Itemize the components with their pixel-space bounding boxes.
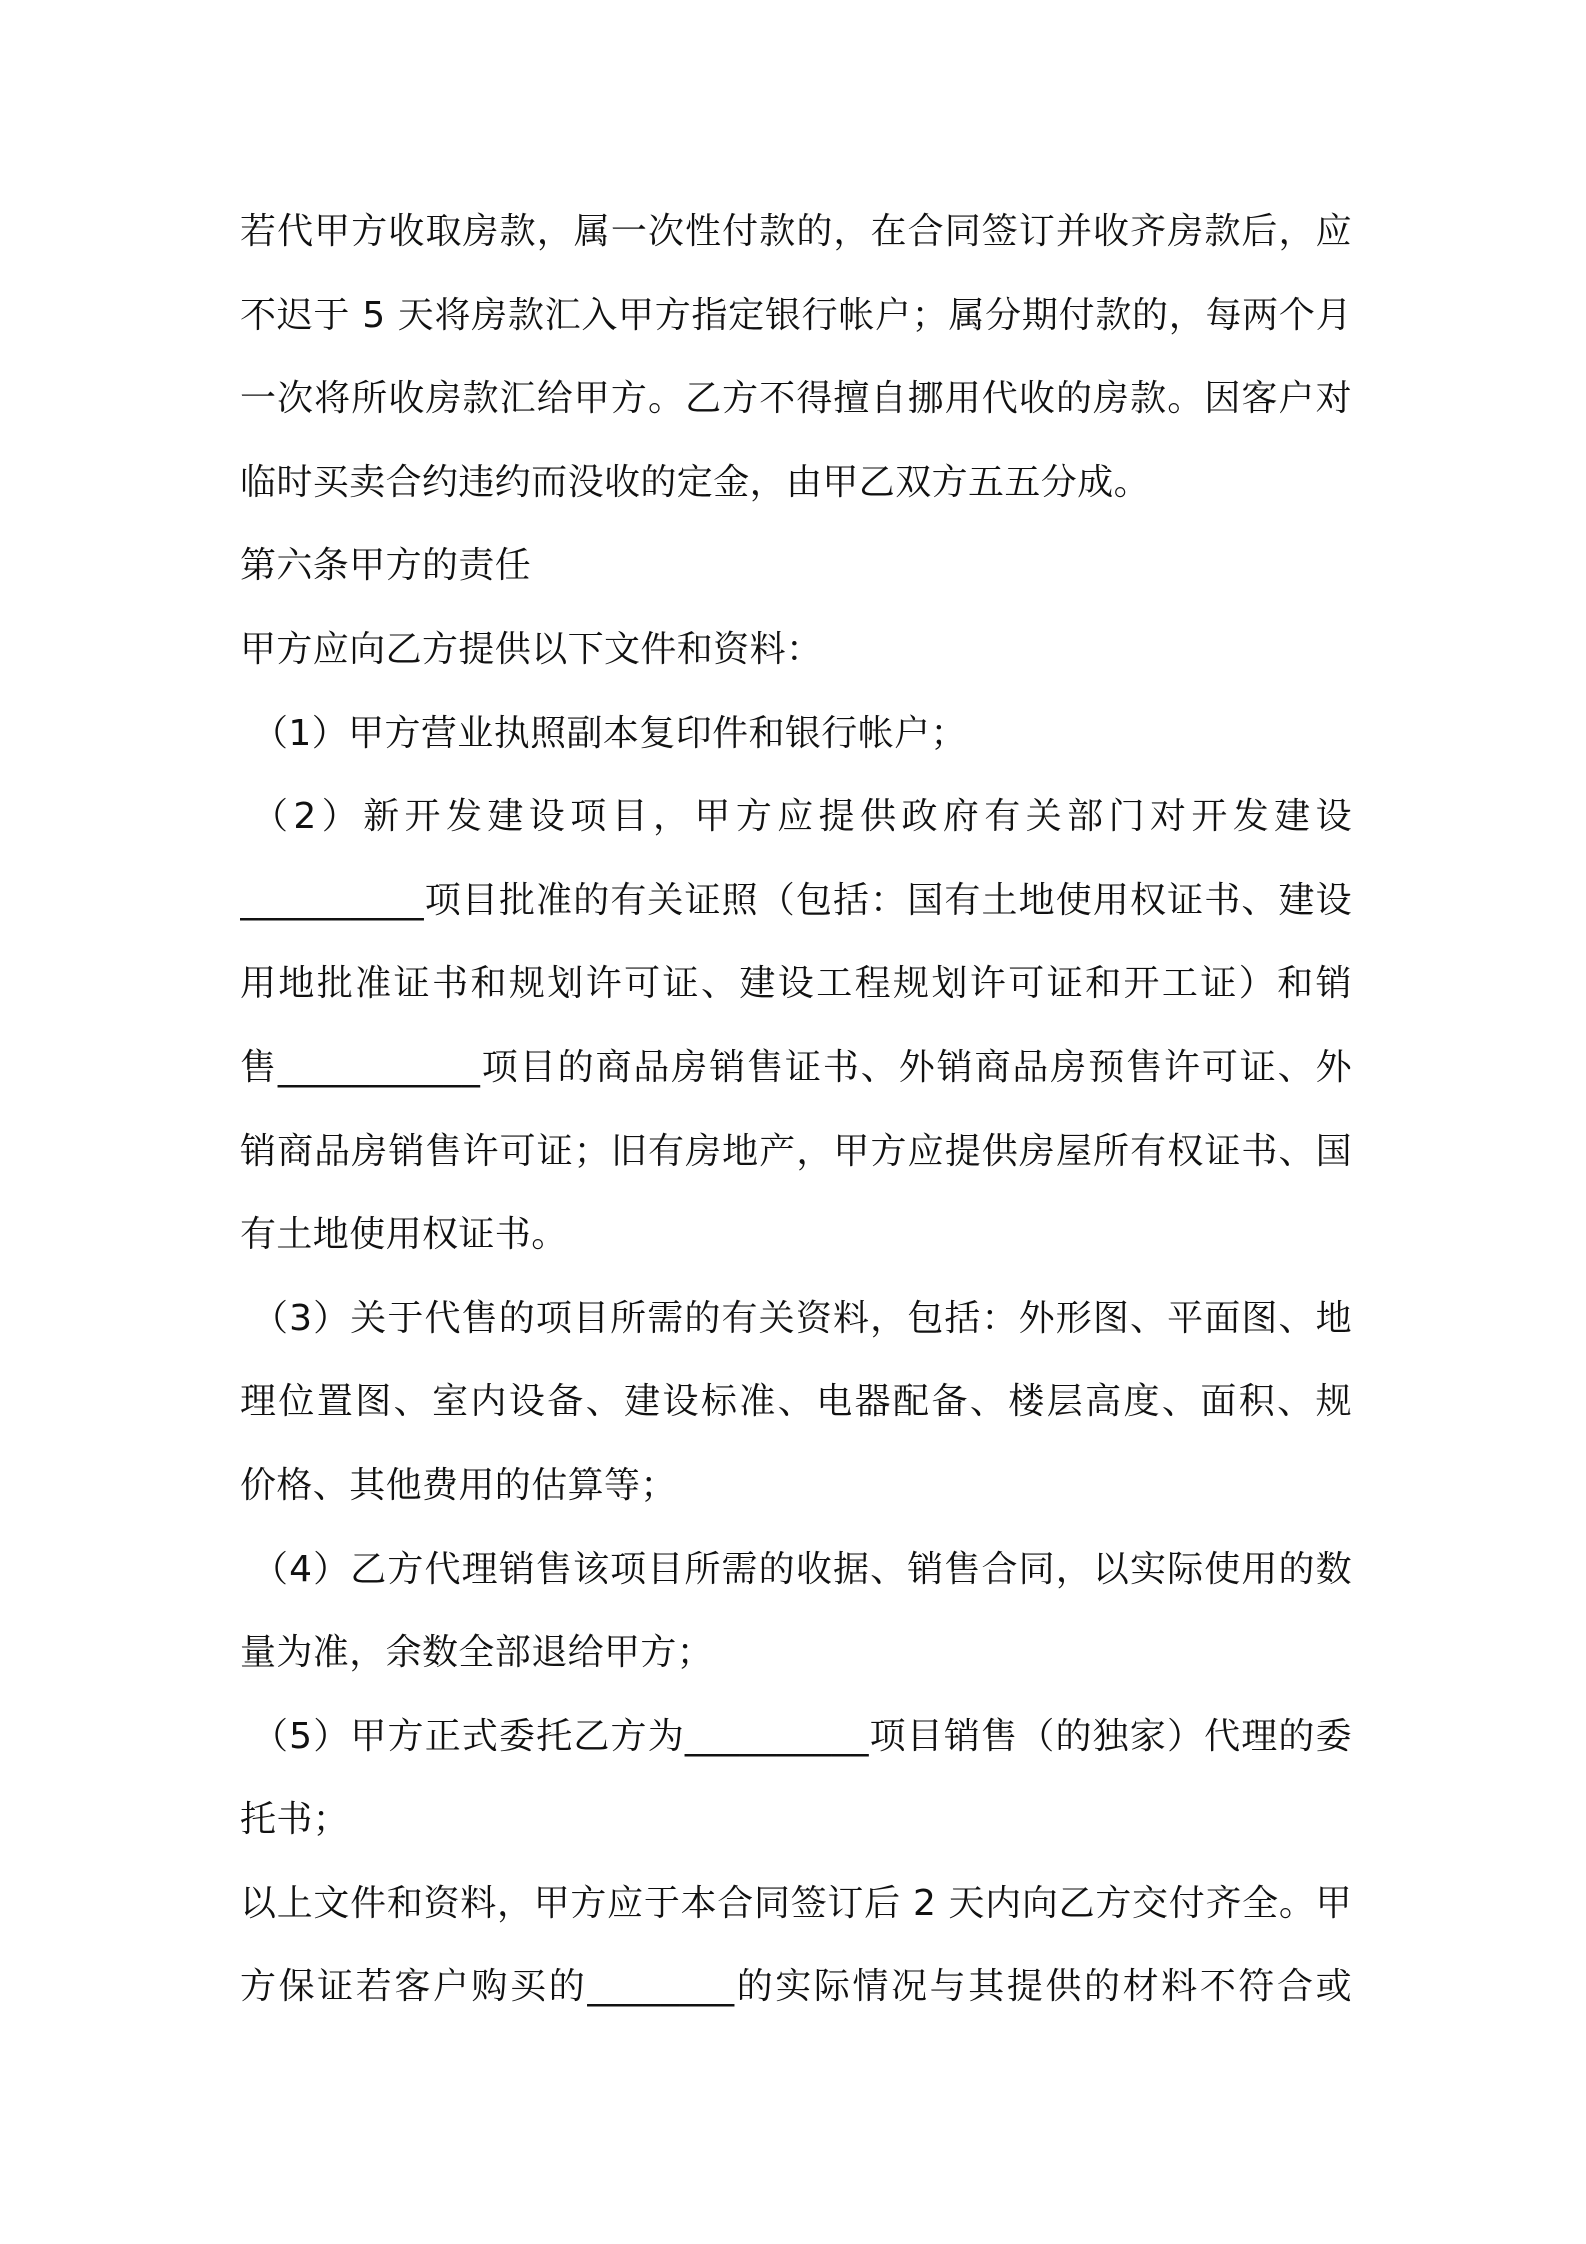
text-line: 临时买卖合约违约而没收的定金，由甲乙双方五五分成。 [240, 461, 1151, 503]
text-line: 销商品房销售许可证；旧有房地产，甲方应提供房屋所有权证书、国 [240, 1130, 1352, 1172]
text-line: 用地批准证书和规划许可证、建设工程规划许可证和开工证）和销 [240, 963, 1352, 1005]
list-item: （3）关于代售的项目所需的有关资料，包括：外形图、平面图、地 [252, 1297, 1352, 1339]
text-line: 理位置图、室内设备、建设标准、电器配备、楼层高度、面积、规 [240, 1381, 1352, 1423]
list-item: （2）新开发建设项目，甲方应提供政府有关部门对开发建设 [252, 796, 1352, 838]
text-line: 有土地使用权证书。 [240, 1214, 568, 1256]
text-line: 量为准，余数全部退给甲方； [240, 1632, 714, 1674]
text-line: 以上文件和资料，甲方应于本合同签订后 2 天内向乙方交付齐全。甲 [240, 1882, 1352, 1924]
text-line: 价格、其他费用的估算等； [240, 1464, 677, 1506]
section-heading: 第六条甲方的责任 [240, 545, 532, 587]
text-line: 托书； [240, 1799, 350, 1841]
document-body [240, 190, 1352, 2029]
text-line: __________项目批准的有关证照（包括：国有土地使用权证书、建设 [240, 879, 1352, 921]
text-line: 方保证若客户购买的________的实际情况与其提供的材料不符合或 [240, 1966, 1352, 2008]
list-item: （1）甲方营业执照副本复印件和银行帐户； [252, 712, 967, 754]
text-line: 不迟于 5 天将房款汇入甲方指定银行帐户；属分期付款的，每两个月 [240, 294, 1352, 336]
text-line: 甲方应向乙方提供以下文件和资料： [240, 628, 823, 670]
text-line: 一次将所收房款汇给甲方。乙方不得擅自挪用代收的房款。因客户对 [240, 378, 1352, 420]
list-item: （5）甲方正式委托乙方为__________项目销售（的独家）代理的委 [252, 1715, 1352, 1757]
list-item: （4）乙方代理销售该项目所需的收据、销售合同，以实际使用的数 [252, 1548, 1352, 1590]
text-line: 售___________项目的商品房销售证书、外销商品房预售许可证、外 [240, 1046, 1352, 1088]
text-line: 若代甲方收取房款，属一次性付款的，在合同签订并收齐房款后，应 [240, 211, 1352, 252]
